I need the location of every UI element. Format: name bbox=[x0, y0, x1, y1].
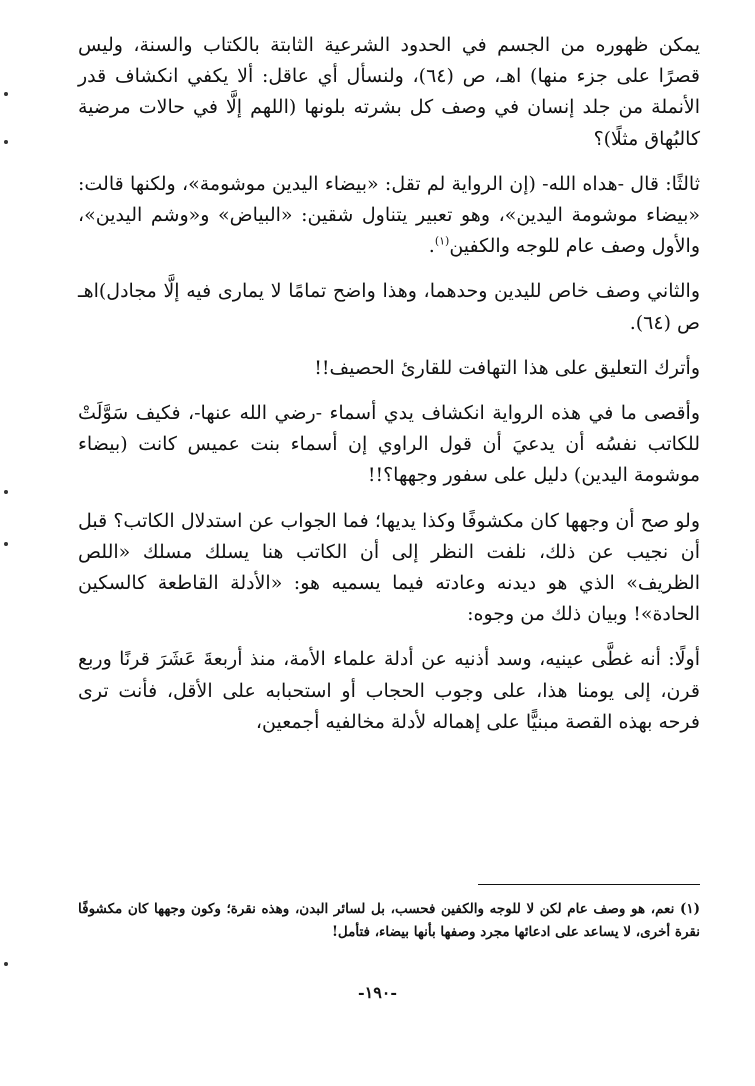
paragraph-3: والثاني وصف خاص لليدين وحدهما، وهذا واضح تمامًا لا يمارى فيه إلَّا مجادل)اهـ ص (٦٤). bbox=[78, 280, 700, 334]
footnote-divider bbox=[478, 884, 700, 885]
margin-dot bbox=[4, 92, 8, 96]
paragraph-2-end: . bbox=[428, 235, 435, 258]
paragraph-4: وأترك التعليق على هذا التهافت للقارئ الحصيف!! bbox=[314, 356, 700, 379]
paragraph-6: ولو صح أن وجهها كان مكشوفًا وكذا يديها؛ فما الجواب عن استدلال الكاتب؟ قبل أن نجيب عن ذلك، نلفت النظر إلى أن الكاتب هنا يسلك مسلك «اللص الظريف» الذي هو ديدنه وعادته فيما يسميه هو: «الأدلة القاطعة كالسكين الحادة»! وبيان ذلك من وجوه: bbox=[78, 509, 700, 626]
margin-dot bbox=[4, 542, 8, 546]
paragraph-2-text: ثالثًا: قال -هداه الله- (إن الرواية لم تقل: «بيضاء اليدين موشومة»، ولكنها قالت: «بيضاء موشومة اليدين»، وهو تعبير يتناول شقين: «البياض» و«وشم اليدين»، والأول وصف عام للوجه والكفين bbox=[78, 172, 700, 258]
footnote-ref: (١) bbox=[434, 234, 450, 248]
margin-dot bbox=[4, 490, 8, 494]
footnote: (١) نعم، هو وصف عام لكن لا للوجه والكفين فحسب، بل لسائر البدن، وهذه نقرة؛ وكون وجهها كان مكشوفًا نقرة أخرى، لا يساعد على ادعائها مجرد وصفها بأنها بيضاء، فتأمل! bbox=[78, 901, 700, 940]
margin-dot bbox=[4, 962, 8, 966]
paragraph-1: يمكن ظهوره من الجسم في الحدود الشرعية الثابتة بالكتاب والسنة، وليس قصرًا على جزء منها) اهـ، ص (٦٤)، ولنسأل أي عاقل: ألا يكفي انكشاف قدر الأنملة من جلد إنسان في وصف كل بشرته بلونها (اللهم إلَّا في حالات مرضية كالبُهاق مثلًا)؟ bbox=[78, 34, 701, 150]
paragraph-7: أولًا: أنه غطَّى عينيه، وسد أذنيه عن أدلة علماء الأمة، منذ أربعةَ عَشَرَ قرنًا وربع قرن، إلى يومنا هذا، على وجوب الحجاب أو استحبابه على الأقل، فأنت ترى فرحه بهذه القصة مبنيًّا على إهماله لأدلة مخالفيه أجمعين، bbox=[78, 648, 700, 733]
paragraph-2 bbox=[78, 169, 700, 263]
paragraph-5: وأقصى ما في هذه الرواية انكشاف يدي أسماء -رضي الله عنها-، فكيف سَوَّلَتْ للكاتب نفسُه أن يدعيَ أن قول الراوي إن أسماء بنت عميس كانت (بيضاء موشومة اليدين) دليل على سفور وجهها؟!! bbox=[78, 402, 700, 487]
margin-dot bbox=[4, 140, 8, 144]
page-body bbox=[78, 30, 700, 738]
page-number: -١٩٠- bbox=[357, 983, 398, 1002]
